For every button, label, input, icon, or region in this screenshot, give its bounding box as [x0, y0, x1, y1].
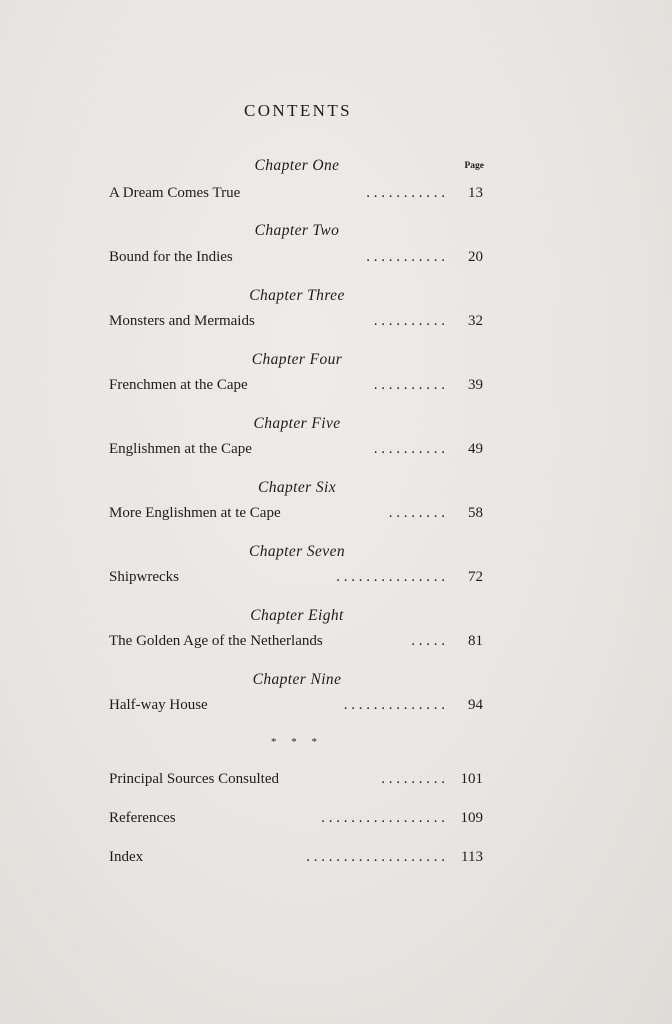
entry-page-number: 81: [468, 633, 483, 649]
chapter-label: Chapter Eight: [250, 607, 344, 624]
chapter-label: Chapter Nine: [252, 671, 342, 688]
toc-entry[interactable]: [109, 441, 483, 463]
dot-leader: . . . . . . . . . . .: [366, 185, 445, 201]
entry-page-number: 113: [461, 849, 483, 865]
dot-leader: . . . . .: [411, 633, 445, 649]
entry-page-number: 20: [468, 249, 483, 265]
dot-leader: . . . . . . . . . .: [373, 313, 445, 329]
entry-title: A Dream Comes True: [109, 185, 241, 201]
toc-entry[interactable]: [109, 633, 483, 655]
dot-leader: . . . . . . . .: [388, 505, 445, 521]
chapter-label: Chapter One: [254, 157, 340, 174]
entry-title: Half-way House: [109, 697, 208, 713]
entry-page-number: 94: [468, 697, 483, 713]
entry-title: Monsters and Mermaids: [109, 313, 255, 329]
toc-entry[interactable]: [109, 849, 483, 871]
chapter-label: Chapter Five: [253, 415, 341, 432]
toc-entry[interactable]: [109, 569, 483, 591]
section-separator: * * *: [271, 736, 323, 748]
toc-entry[interactable]: [109, 249, 483, 271]
entry-title: Shipwrecks: [109, 569, 179, 585]
dot-leader: . . . . . . . . .: [381, 771, 445, 787]
toc-entry[interactable]: [109, 771, 483, 793]
toc-entry[interactable]: [109, 185, 483, 207]
toc-entry[interactable]: [109, 505, 483, 527]
dot-leader: . . . . . . . . . .: [373, 377, 445, 393]
contents-heading: CONTENTS: [244, 101, 352, 120]
dot-leader: . . . . . . . . . . . . . .: [343, 697, 445, 713]
dot-leader: . . . . . . . . . .: [373, 441, 445, 457]
dot-leader: . . . . . . . . . . .: [366, 249, 445, 265]
entry-title: References: [109, 810, 176, 826]
chapter-label: Chapter Seven: [248, 543, 346, 560]
chapter-label: Chapter Six: [257, 479, 337, 496]
toc-entry[interactable]: [109, 313, 483, 335]
toc-entry[interactable]: [109, 810, 483, 832]
entry-title: More Englishmen at te Cape: [109, 505, 281, 521]
dot-leader: . . . . . . . . . . . . . . . . .: [321, 810, 445, 826]
chapter-label: Chapter Two: [254, 222, 340, 239]
entry-title: Bound for the Indies: [109, 249, 233, 265]
entry-page-number: 49: [468, 441, 483, 457]
entry-page-number: 13: [468, 185, 483, 201]
dot-leader: . . . . . . . . . . . . . . . . . . .: [306, 849, 445, 865]
entry-title: Frenchmen at the Cape: [109, 377, 248, 393]
entry-page-number: 58: [468, 505, 483, 521]
toc-entry[interactable]: [109, 697, 483, 719]
entry-page-number: 72: [468, 569, 483, 585]
entry-page-number: 39: [468, 377, 483, 393]
entry-page-number: 109: [460, 810, 483, 826]
entry-page-number: 32: [468, 313, 483, 329]
page-column-label: Page: [464, 161, 484, 171]
entry-title: Englishmen at the Cape: [109, 441, 252, 457]
toc-entry[interactable]: [109, 377, 483, 399]
entry-title: Index: [109, 849, 144, 865]
chapter-label: Chapter Four: [251, 351, 343, 368]
entry-title: Principal Sources Consulted: [109, 771, 279, 787]
dot-leader: . . . . . . . . . . . . . . .: [336, 569, 445, 585]
entry-page-number: 101: [460, 771, 483, 787]
entry-title: The Golden Age of the Netherlands: [109, 633, 323, 649]
chapter-label: Chapter Three: [249, 287, 345, 304]
